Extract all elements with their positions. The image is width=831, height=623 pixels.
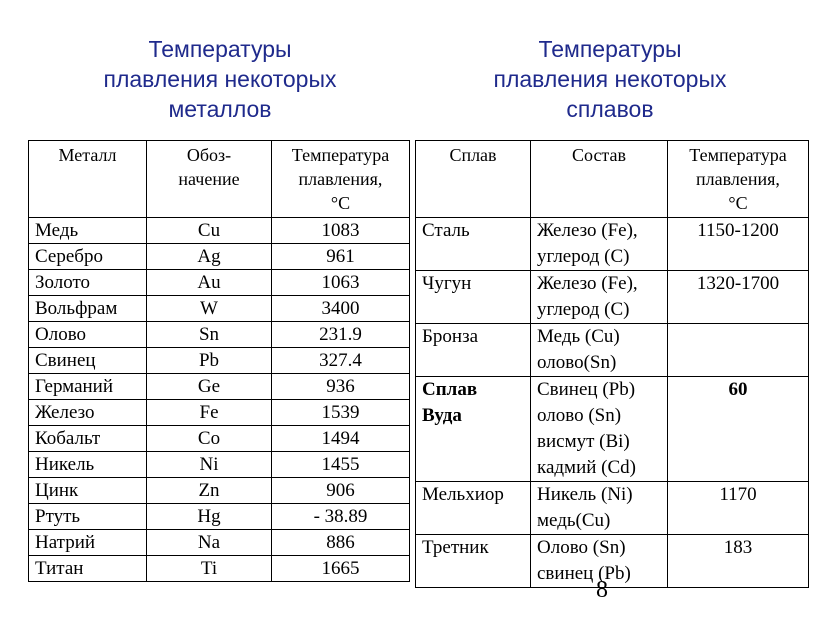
table-row: [416, 324, 809, 377]
alloy-name-line: Вуда: [422, 405, 462, 426]
melting-temp: 1665: [272, 556, 410, 582]
melting-temp: 1494: [272, 426, 410, 452]
header-temp-line: плавления,: [298, 169, 383, 189]
metal-symbol: Fe: [147, 400, 272, 426]
composition-line: свинец (Pb): [537, 563, 631, 584]
melting-temp: 936: [272, 374, 410, 400]
composition-line: олово (Sn): [537, 405, 622, 426]
melting-temp: 327.4: [272, 348, 410, 374]
table-row: [29, 530, 410, 556]
melting-temp: 1455: [272, 452, 410, 478]
metals-title-line: металлов: [168, 96, 272, 122]
metal-symbol: Au: [147, 270, 272, 296]
metal-symbol: Zn: [147, 478, 272, 504]
header-melting-temp: [668, 141, 809, 218]
alloy-name-line: Сталь: [422, 220, 470, 241]
metal-name: Никель: [29, 452, 147, 478]
header-metal: Металл: [29, 141, 147, 218]
metal-symbol: W: [147, 296, 272, 322]
melting-temp: 1539: [272, 400, 410, 426]
metals-title: [30, 34, 410, 124]
header-temp-line: °С: [728, 193, 748, 213]
table-row: [29, 426, 410, 452]
metal-name: Натрий: [29, 530, 147, 556]
table-row: [416, 377, 809, 482]
header-symbol-line: Обоз-: [186, 145, 232, 165]
composition-line: Медь (Cu): [537, 326, 620, 347]
metal-name: Железо: [29, 400, 147, 426]
alloy-composition: [531, 482, 668, 535]
header-temp-line: °С: [330, 193, 351, 213]
alloy-composition: [531, 377, 668, 482]
metals-title-line: плавления некоторых: [103, 66, 337, 92]
table-row: [29, 556, 410, 582]
composition-line: Свинец (Pb): [537, 379, 636, 400]
melting-temp: 231.9: [272, 322, 410, 348]
composition-line: медь(Cu): [537, 510, 611, 531]
metal-name: Свинец: [29, 348, 147, 374]
table-row: [29, 400, 410, 426]
table-row: [416, 482, 809, 535]
melting-temp: 1150-1200: [668, 218, 809, 271]
melting-temp: 3400: [272, 296, 410, 322]
alloy-name-line: Мельхиор: [422, 484, 504, 505]
alloy-name: [416, 218, 531, 271]
header-symbol-line: начение: [178, 169, 240, 189]
alloy-name: [416, 324, 531, 377]
table-row: [416, 271, 809, 324]
alloy-name-line: Бронза: [422, 326, 479, 347]
alloys-header-row: [416, 141, 809, 218]
metal-name: Золото: [29, 270, 147, 296]
composition-line: углерод (С): [537, 299, 630, 320]
table-row: [29, 296, 410, 322]
melting-temp: 1083: [272, 218, 410, 244]
melting-temp: 1320-1700: [668, 271, 809, 324]
metals-title-line: Температуры: [148, 36, 292, 62]
composition-line: Железо (Fe),: [537, 273, 638, 294]
metals-header-row: [29, 141, 410, 218]
composition-line: висмут (Bi): [537, 431, 630, 452]
melting-temp: 961: [272, 244, 410, 270]
table-row: [29, 218, 410, 244]
header-temp-line: Температура: [689, 145, 787, 165]
table-row: [416, 535, 809, 588]
metal-symbol: Cu: [147, 218, 272, 244]
alloy-composition: [531, 324, 668, 377]
metal-name: Серебро: [29, 244, 147, 270]
table-row: [29, 452, 410, 478]
metal-name: Кобальт: [29, 426, 147, 452]
metal-name: Ртуть: [29, 504, 147, 530]
metal-name: Медь: [29, 218, 147, 244]
melting-temp: 906: [272, 478, 410, 504]
alloys-title-line: плавления некоторых: [493, 66, 727, 92]
composition-line: Олово (Sn): [537, 537, 626, 558]
table-row: [29, 504, 410, 530]
melting-temp: 1063: [272, 270, 410, 296]
alloys-title-line: сплавов: [566, 96, 654, 122]
metal-symbol: Co: [147, 426, 272, 452]
header-symbol: [147, 141, 272, 218]
table-row: [29, 374, 410, 400]
melting-temp: 886: [272, 530, 410, 556]
metal-symbol: Hg: [147, 504, 272, 530]
alloys-title: [420, 34, 800, 124]
alloy-composition: [531, 271, 668, 324]
table-row: [416, 218, 809, 271]
alloy-name: [416, 535, 531, 588]
table-row: [29, 348, 410, 374]
melting-temp: 183: [668, 535, 809, 588]
header-composition: Состав: [531, 141, 668, 218]
metal-symbol: Ag: [147, 244, 272, 270]
metals-table: [28, 140, 410, 582]
alloy-name-line: Сплав: [422, 379, 478, 400]
header-temp-line: Температура: [291, 145, 390, 165]
alloy-name: [416, 482, 531, 535]
header-melting-temp: [272, 141, 410, 218]
alloys-title-line: Температуры: [538, 36, 682, 62]
page-number: 8: [596, 577, 608, 603]
metal-symbol: Ti: [147, 556, 272, 582]
alloy-composition: [531, 218, 668, 271]
composition-line: Железо (Fe),: [537, 220, 638, 241]
table-row: [29, 270, 410, 296]
metal-symbol: Pb: [147, 348, 272, 374]
metal-name: Германий: [29, 374, 147, 400]
melting-temp: 1170: [668, 482, 809, 535]
metal-symbol: Ni: [147, 452, 272, 478]
table-row: [29, 322, 410, 348]
composition-line: Никель (Ni): [537, 484, 633, 505]
alloy-name: [416, 377, 531, 482]
alloy-name-line: Чугун: [422, 273, 472, 294]
table-row: [29, 244, 410, 270]
header-alloy: Сплав: [416, 141, 531, 218]
alloy-name: [416, 271, 531, 324]
metal-symbol: Ge: [147, 374, 272, 400]
melting-temp: - 38.89: [272, 504, 410, 530]
alloys-table: [415, 140, 809, 588]
metal-name: Цинк: [29, 478, 147, 504]
composition-line: кадмий (Cd): [537, 457, 636, 478]
composition-line: олово(Sn): [537, 352, 617, 373]
metal-symbol: Na: [147, 530, 272, 556]
metal-name: Олово: [29, 322, 147, 348]
table-row: [29, 478, 410, 504]
metal-name: Вольфрам: [29, 296, 147, 322]
metal-symbol: Sn: [147, 322, 272, 348]
alloy-name-line: Третник: [422, 537, 489, 558]
metal-name: Титан: [29, 556, 147, 582]
header-temp-line: плавления,: [696, 169, 780, 189]
composition-line: углерод (С): [537, 246, 630, 267]
melting-temp: 60: [668, 377, 809, 482]
melting-temp: [668, 324, 809, 377]
